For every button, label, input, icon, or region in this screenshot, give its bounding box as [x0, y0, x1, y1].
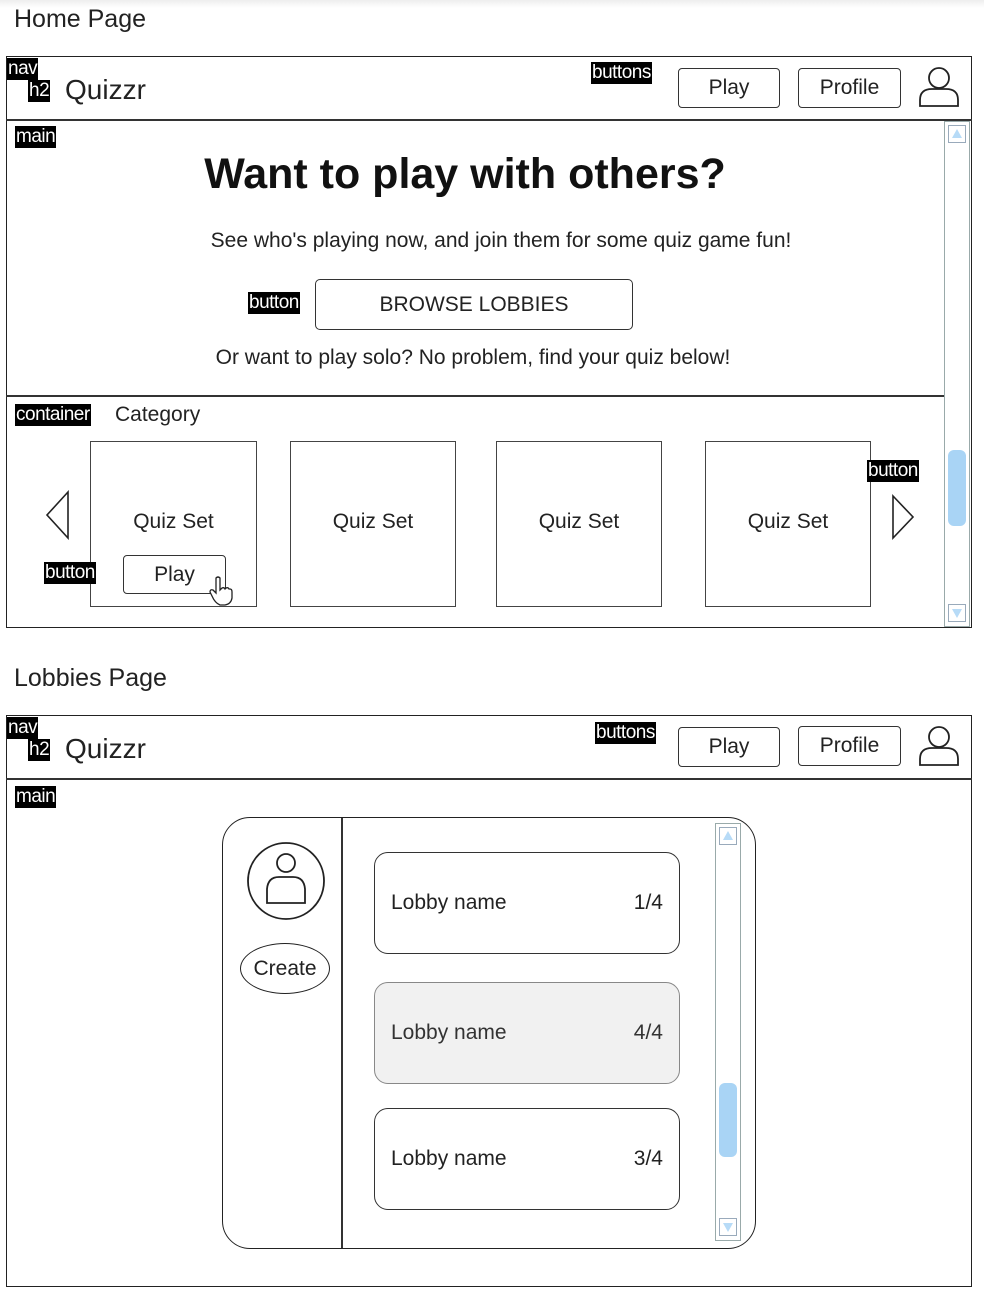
hero-heading: Want to play with others? — [204, 150, 726, 198]
user-avatar-icon[interactable] — [916, 723, 962, 769]
logo-title[interactable]: Quizzr — [65, 74, 146, 105]
nav-tag: nav — [8, 58, 38, 79]
lobby-list-item[interactable] — [374, 1108, 680, 1210]
section-title-home: Home Page — [14, 5, 147, 33]
scroll-down-arrow-icon[interactable] — [948, 604, 966, 622]
button-tag: button — [868, 460, 918, 481]
button-tag: button — [45, 562, 95, 583]
hero-subtext: See who's playing now, and join them for some quiz game fun! — [210, 229, 792, 252]
main-tag: main — [16, 126, 56, 147]
nav-divider — [6, 119, 972, 121]
nav-profile-button[interactable]: Profile — [798, 68, 901, 108]
browse-lobbies-button[interactable]: BROWSE LOBBIES — [315, 279, 633, 330]
nav-play-button[interactable]: Play — [678, 727, 780, 767]
buttons-tag: buttons — [592, 62, 651, 83]
nav-profile-button[interactable]: Profile — [798, 726, 901, 766]
scroll-up-arrow-icon[interactable] — [948, 125, 966, 143]
hand-cursor-icon — [208, 576, 236, 606]
button-tag: button — [249, 292, 299, 313]
nav-divider — [6, 778, 972, 780]
quiz-set-card[interactable] — [496, 441, 662, 607]
logo-title[interactable]: Quizzr — [65, 733, 146, 764]
quiz-play-button[interactable]: Play — [123, 555, 226, 594]
scroll-down-arrow-icon[interactable] — [719, 1218, 737, 1236]
lobby-list-scrollbar[interactable] — [715, 823, 741, 1241]
section-title-lobbies: Lobbies Page — [14, 664, 167, 692]
solo-text: Or want to play solo? No problem, find your quiz below! — [215, 346, 731, 369]
lobby-player-count: 3/4 — [633, 1147, 663, 1170]
h2-tag: h2 — [29, 739, 50, 760]
main-tag: main — [16, 786, 56, 807]
quiz-set-label: Quiz Set — [747, 510, 829, 533]
quiz-set-label: Quiz Set — [538, 510, 620, 533]
quiz-set-label: Quiz Set — [332, 510, 414, 533]
quiz-set-card[interactable] — [290, 441, 456, 607]
player-avatar-icon — [246, 841, 326, 921]
lobby-name: Lobby name — [391, 1021, 507, 1044]
scroll-thumb[interactable] — [719, 1083, 737, 1157]
category-label: Category — [115, 403, 201, 426]
top-edge — [0, 0, 984, 8]
scroll-up-arrow-icon[interactable] — [719, 827, 737, 845]
lobby-panel-divider — [341, 818, 343, 1248]
quiz-set-card[interactable] — [705, 441, 871, 607]
lobby-name: Lobby name — [391, 891, 507, 914]
nav-tag: nav — [8, 717, 38, 738]
quiz-set-label: Quiz Set — [133, 510, 214, 533]
lobby-player-count: 1/4 — [633, 891, 663, 914]
user-avatar-icon[interactable] — [916, 64, 962, 110]
buttons-tag: buttons — [596, 722, 655, 743]
lobby-list-item[interactable] — [374, 852, 680, 954]
lobby-name: Lobby name — [391, 1147, 507, 1170]
page-scrollbar[interactable] — [944, 121, 970, 627]
nav-play-button[interactable]: Play — [678, 68, 780, 108]
carousel-next-arrow-icon[interactable] — [890, 494, 916, 540]
h2-tag: h2 — [29, 80, 50, 101]
lobby-list-item-full[interactable] — [374, 982, 680, 1084]
container-divider — [6, 395, 944, 397]
container-tag: container — [16, 404, 90, 425]
create-lobby-button[interactable]: Create — [240, 943, 330, 994]
lobby-player-count: 4/4 — [633, 1021, 663, 1044]
scroll-thumb[interactable] — [948, 450, 966, 526]
carousel-prev-arrow-icon[interactable] — [44, 490, 72, 540]
